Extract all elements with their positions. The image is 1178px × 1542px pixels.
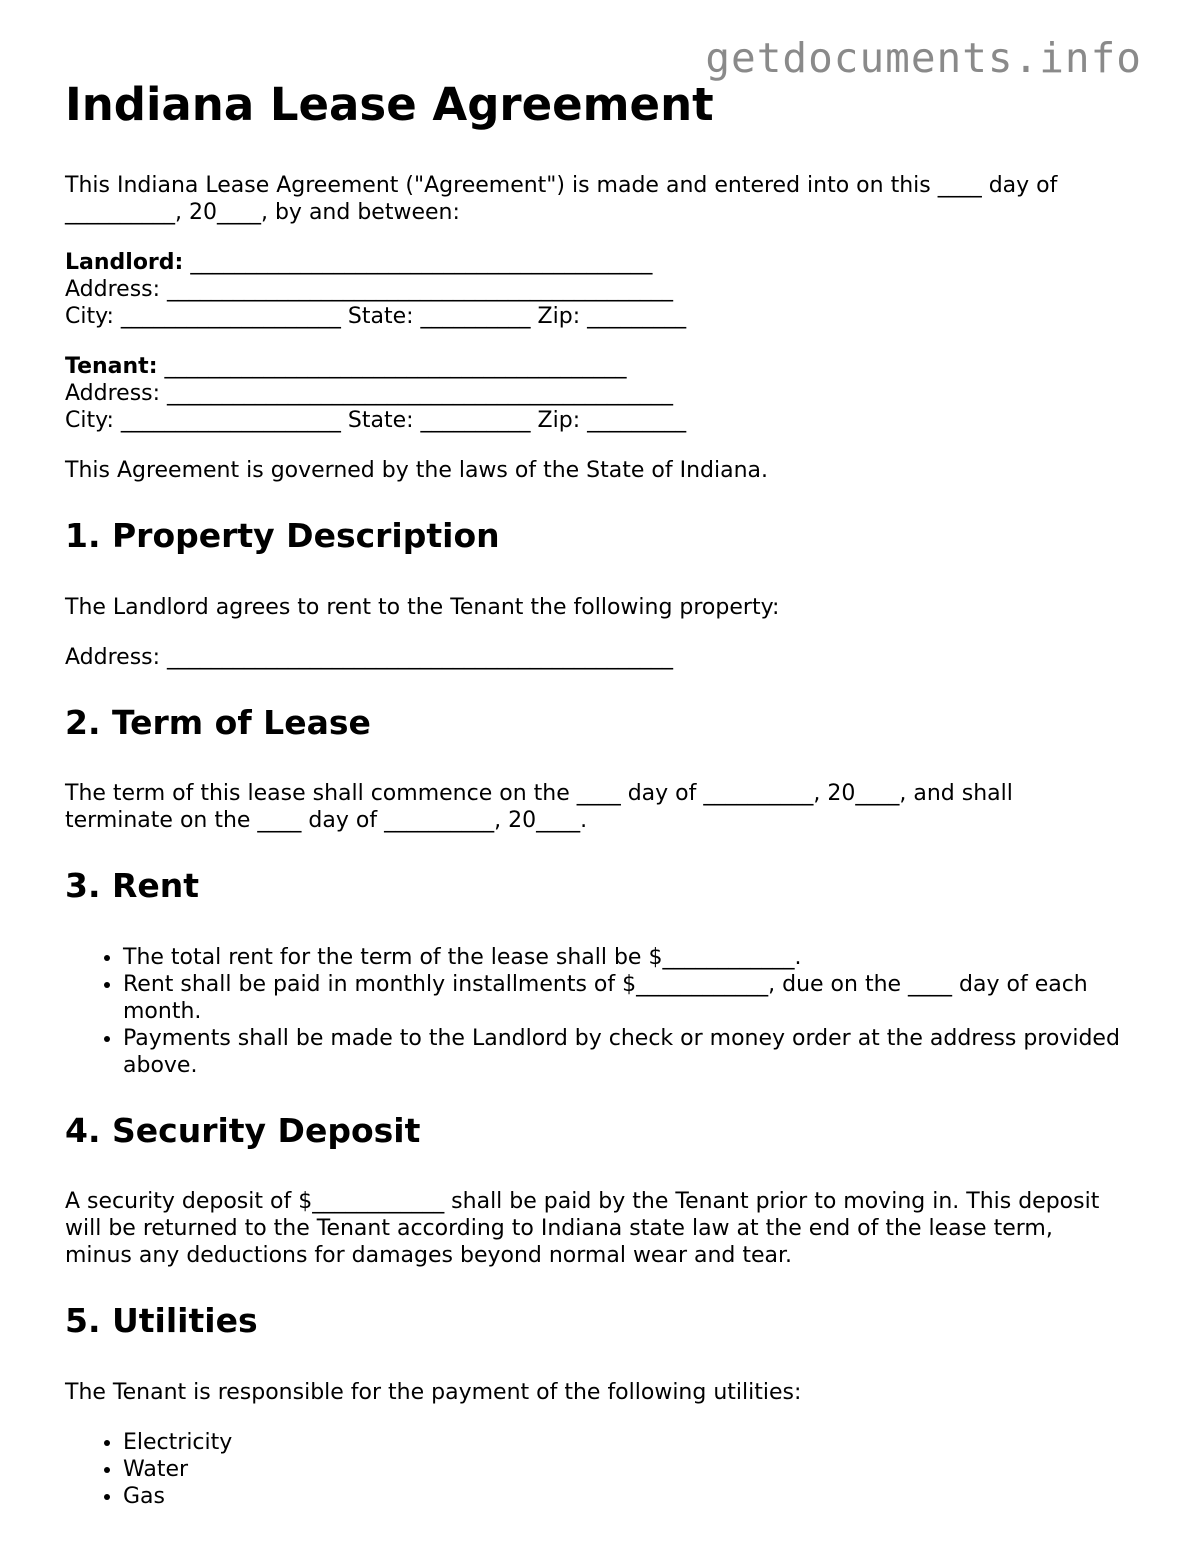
landlord-city-line: City: ____________________ State: __________ Zip: _________ — [65, 304, 687, 329]
utilities-list — [65, 1429, 1125, 1510]
landlord-address-line: Address: ______________________________________________ — [65, 277, 674, 302]
list-item: • Electricity — [123, 1429, 1125, 1456]
section-heading-deposit: 4. Security Deposit — [65, 1110, 421, 1150]
list-item: • The total rent for the term of the lease shall be $____________. — [123, 944, 1125, 971]
intro-paragraph: This Indiana Lease Agreement ("Agreement") is made and entered into on this ____ day of __________, 20____, by and between: — [65, 173, 1058, 225]
list-item: • Payments shall be made to the Landlord by check or money order at the address provided above. — [123, 1025, 1125, 1079]
watermark: getdocuments.info — [705, 34, 1142, 82]
list-item: • Gas — [123, 1483, 1125, 1510]
document-page — [65, 78, 1125, 1542]
section-heading-property: 1. Property Description — [65, 516, 500, 555]
landlord-label: Landlord: — [65, 250, 184, 275]
tenant-name-line — [65, 353, 1125, 380]
tenant-city-line: City: ____________________ State: __________ Zip: _________ — [65, 408, 687, 433]
document-title: Indiana Lease Agreement — [65, 78, 714, 131]
section-heading-term: 2. Term of Lease — [65, 702, 371, 742]
list-item: • Rent shall be paid in monthly installments of $____________, due on the ____ day of each month. — [123, 971, 1125, 1025]
rent-list — [65, 944, 1125, 1079]
utilities-paragraph: The Tenant is responsible for the payment of the following utilities: — [65, 1379, 802, 1405]
landlord-name-blank: __________________________________________ — [183, 250, 653, 275]
governing-law-paragraph: This Agreement is governed by the laws of the State of Indiana. — [65, 458, 769, 483]
tenant-block — [65, 353, 1125, 434]
list-item: • Water — [123, 1456, 1125, 1483]
deposit-paragraph: A security deposit of $____________ shall be paid by the Tenant prior to moving in. This deposit will be returned to the Tenant according to Indiana state law at the end of the lease term, minus any deductions for damages beyond normal wear and tear. — [65, 1189, 1100, 1269]
landlord-name-line — [65, 249, 1125, 276]
section-heading-rent: 3. Rent — [65, 866, 200, 906]
property-paragraph: The Landlord agrees to rent to the Tenant the following property: — [65, 594, 780, 620]
tenant-address-line: Address: ______________________________________________ — [65, 381, 674, 406]
tenant-name-blank: __________________________________________ — [157, 354, 627, 379]
section-heading-utilities: 5. Utilities — [65, 1301, 258, 1341]
tenant-label: Tenant: — [65, 354, 158, 379]
landlord-block — [65, 249, 1125, 330]
term-paragraph: The term of this lease shall commence on the ____ day of __________, 20____, and shall terminate on the ____ day of __________, 20____. — [65, 781, 1013, 834]
property-address-line: Address: ______________________________________________ — [65, 644, 674, 670]
